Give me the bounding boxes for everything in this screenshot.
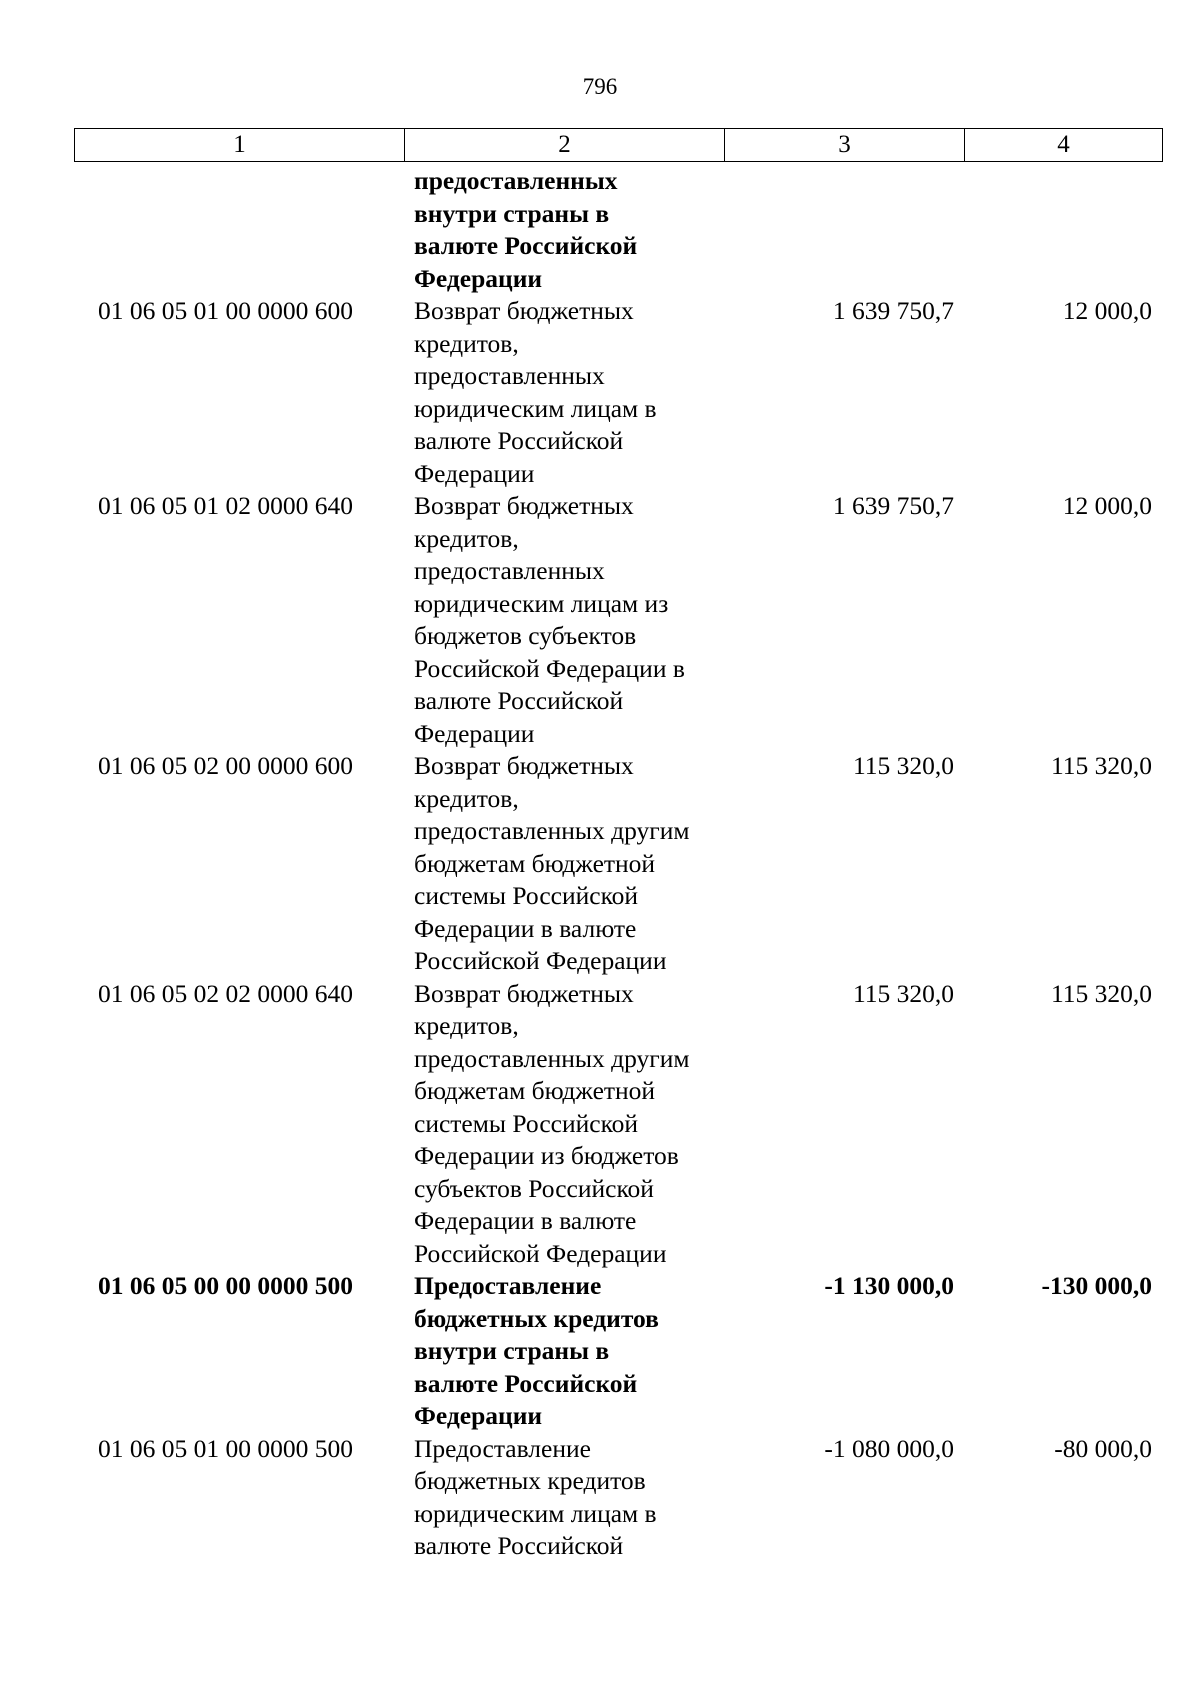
description-line: Российской Федерации в (414, 653, 685, 683)
description-line: Федерации в валюте (414, 913, 637, 943)
table-row (74, 1433, 1162, 1563)
amount-col3: 1 639 750,7 (832, 491, 954, 520)
description-line: юридическим лицам в (414, 393, 657, 423)
description-line: кредитов, (414, 783, 519, 813)
description-line: Федерации в валюте (414, 1206, 637, 1235)
amount-col4: 12 000,0 (1062, 491, 1152, 520)
description-line: бюджетам бюджетной (414, 1076, 656, 1105)
description-line: предоставленных другим (414, 1043, 690, 1073)
table-row (74, 295, 1162, 490)
amount-col3: -1 080 000,0 (824, 1433, 954, 1463)
description-line: бюджетов субъектов (414, 621, 637, 650)
column-header-table (74, 128, 1163, 162)
budget-code: 01 06 05 01 02 0000 640 (98, 491, 353, 520)
description-line: Предоставление (414, 1271, 602, 1300)
column-header-2: 2 (405, 129, 725, 162)
table-row (74, 1270, 1162, 1433)
amount-col3 (724, 165, 964, 295)
amount-col4: 115 320,0 (1050, 978, 1152, 1008)
row-description (404, 1270, 724, 1433)
amount-col4: 12 000,0 (1062, 296, 1152, 325)
row-description (404, 1433, 724, 1563)
amount-col3: -1 130 000,0 (824, 1271, 954, 1300)
description-line: юридическим лицам в (414, 1498, 657, 1528)
description-line: кредитов, (414, 328, 519, 358)
amount-col3: 115 320,0 (852, 978, 954, 1008)
description-line: предоставленных (414, 166, 618, 195)
row-description (404, 295, 724, 490)
description-line: Возврат бюджетных (414, 751, 634, 780)
table-row (74, 978, 1162, 1271)
description-line: юридическим лицам из (414, 588, 669, 618)
description-line: кредитов, (414, 523, 519, 553)
description-line: Возврат бюджетных (414, 296, 634, 325)
budget-code: 01 06 05 02 02 0000 640 (98, 978, 353, 1008)
description-line: бюджетных кредитов (414, 1303, 659, 1333)
amount-col3: 115 320,0 (852, 751, 954, 780)
budget-code (74, 165, 404, 295)
description-line: субъектов Российской (414, 1173, 654, 1203)
budget-table-body (74, 165, 1162, 1563)
description-line: Федерации (414, 263, 543, 293)
row-description (404, 490, 724, 750)
amount-col3: 1 639 750,7 (832, 296, 954, 325)
description-line: Предоставление (414, 1433, 591, 1463)
budget-code: 01 06 05 02 00 0000 600 (98, 751, 353, 780)
description-line: Возврат бюджетных (414, 978, 634, 1008)
description-line: Российской Федерации (414, 946, 667, 975)
description-line: предоставленных (414, 361, 605, 390)
amount-col4: -80 000,0 (1054, 1433, 1152, 1463)
description-line: Федерации (414, 718, 535, 748)
amount-col4: 115 320,0 (1050, 751, 1152, 780)
column-header-row (75, 129, 1163, 162)
description-line: кредитов, (414, 1011, 519, 1040)
column-header-1: 1 (75, 129, 405, 162)
description-line: Федерации (414, 458, 535, 488)
description-line: Федерации (414, 1401, 543, 1430)
description-line: валюте Российской (414, 686, 624, 715)
budget-code: 01 06 05 01 00 0000 600 (98, 296, 353, 325)
description-line: бюджетных кредитов (414, 1466, 646, 1495)
description-line: внутри страны в (414, 1336, 610, 1365)
page-number: 796 (582, 74, 618, 99)
amount-col4: -130 000,0 (1041, 1271, 1152, 1300)
description-line: валюте Российской (414, 231, 638, 260)
description-line: валюте Российской (414, 426, 624, 455)
row-description (404, 165, 724, 295)
column-header-3: 3 (725, 129, 965, 162)
column-header-4: 4 (965, 129, 1163, 162)
budget-code: 01 06 05 00 00 0000 500 (98, 1271, 353, 1300)
description-line: предоставленных (414, 556, 605, 585)
description-line: Федерации из бюджетов (414, 1141, 679, 1170)
description-line: валюте Российской (414, 1368, 638, 1398)
row-description (404, 750, 724, 978)
description-line: системы Российской (414, 1108, 639, 1138)
description-line: предоставленных другим (414, 816, 690, 845)
description-line: бюджетам бюджетной (414, 848, 656, 878)
amount-col4 (964, 165, 1162, 295)
description-line: валюте Российской (414, 1531, 624, 1560)
description-line: Российской Федерации (414, 1238, 667, 1268)
description-line: системы Российской (414, 881, 639, 910)
table-row (74, 490, 1162, 750)
description-line: Возврат бюджетных (414, 491, 634, 520)
description-line: внутри страны в (414, 198, 610, 228)
row-description (404, 978, 724, 1271)
table-row (74, 750, 1162, 978)
table-row (74, 165, 1162, 295)
budget-code: 01 06 05 01 00 0000 500 (98, 1433, 353, 1463)
